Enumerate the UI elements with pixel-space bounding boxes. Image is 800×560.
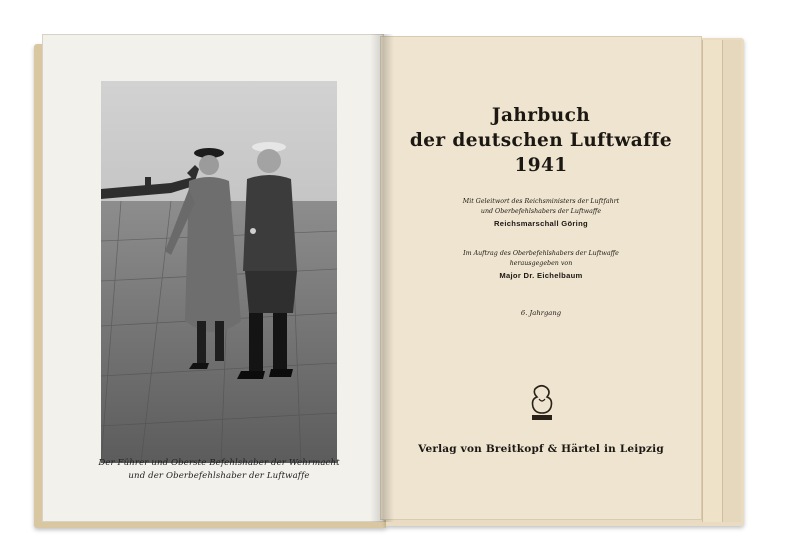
foreword-line: und Oberbefehlshabers der Luftwaffe xyxy=(480,207,602,215)
editor-line: Im Auftrag des Oberbefehlshabers der Luftwaffe xyxy=(463,250,619,257)
frontispiece-photo xyxy=(101,81,337,463)
publisher-line: Verlag von Breitkopf & Härtel in Leipzig xyxy=(418,443,664,455)
foreword-line: Mit Geleitwort des Reichsministers der Luftfahrt xyxy=(462,198,620,205)
foreword-author: Reichsmarschall Göring xyxy=(494,219,588,228)
title-line: der deutschen Luftwaffe xyxy=(409,130,673,151)
title-line: Jahrbuch xyxy=(491,105,591,126)
publisher-emblem-icon xyxy=(527,383,557,423)
page-stack-edge xyxy=(722,40,741,522)
caption-line: Der Führer und Oberste Befehlshaber der Wehrmacht xyxy=(98,458,340,468)
editor-note xyxy=(381,249,701,268)
page-stack-edge xyxy=(702,40,723,522)
caption-line: und der Oberbefehlshaber der Luftwaffe xyxy=(128,471,310,481)
foreword-note xyxy=(381,197,701,216)
title-page xyxy=(380,36,702,520)
photo-illustration xyxy=(101,81,337,463)
book-gutter xyxy=(370,34,394,522)
edition-label: 6. Jahrgang xyxy=(520,309,562,317)
editor-name: Major Dr. Eichelbaum xyxy=(499,271,583,280)
title-year: 1941 xyxy=(514,155,568,176)
open-book xyxy=(34,34,746,528)
left-page xyxy=(42,34,384,522)
book-title xyxy=(381,103,701,178)
editor-line: herausgegeben von xyxy=(509,259,573,267)
photo-caption xyxy=(83,457,355,483)
